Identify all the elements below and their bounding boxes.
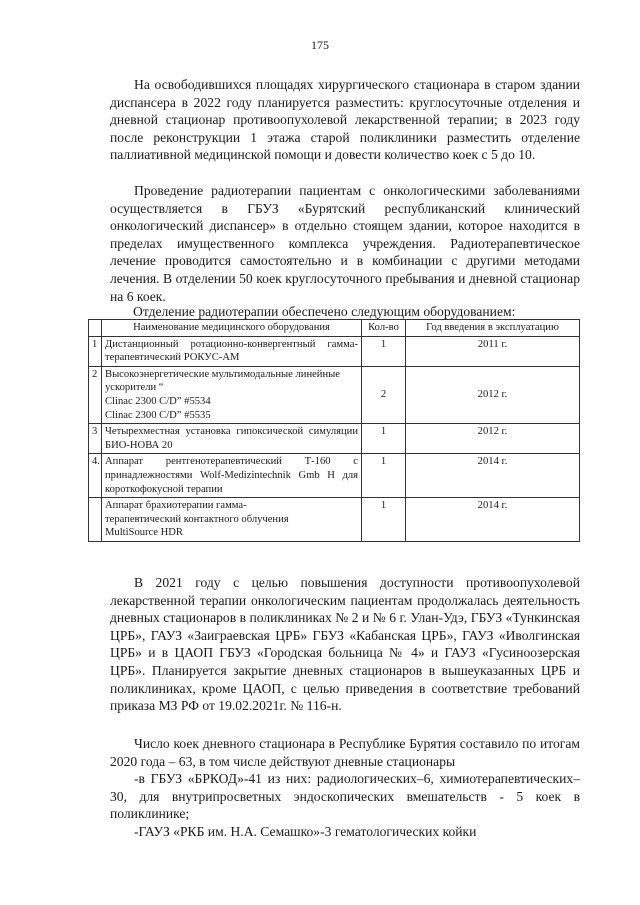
row-number: [89, 498, 102, 542]
equipment-year: 2014 г.: [406, 498, 580, 542]
header-number: [89, 320, 102, 337]
equipment-quantity: 1: [362, 498, 406, 542]
row-number: 1: [89, 336, 102, 366]
equipment-year: 2012 г.: [406, 366, 580, 423]
paragraph-day-hospitals: В 2021 году с целью повышения доступности противоопухолевой лекарственной терапии онкологическим пациентам продолжалась деятельность дневных стационаров в поликлиниках № 2 и № 6 г. Улан-Удэ, ГБУЗ «Тункинская ЦРБ», ГАУЗ «Заиграевская ЦРБ» ГБУЗ «Кабанская ЦРБ», ГАУЗ «Иволгинская ЦРБ» и в ЦАОП ГБУЗ «Городская больница № 4» и ГАУЗ «Гусиноозерская ЦРБ». Планируется закрытие дневных стационаров в вышеуказанных ЦРБ и поликлиниках, кроме ЦАОП, с целью приведения в соответствие требований приказа МЗ РФ от 19.02.2021г. № 116-н.: [110, 575, 580, 714]
equipment-quantity: 1: [362, 454, 406, 498]
equipment-year: 2011 г.: [406, 336, 580, 366]
list-item-rkb-semashko: -ГАУЗ «РКБ им. Н.А. Семашко»-3 гематологических койки: [134, 824, 477, 839]
equipment-year: 2014 г.: [406, 454, 580, 498]
table-row: [89, 454, 580, 498]
paragraph-radiotherapy: Проведение радиотерапии пациентам с онкологическими заболеваниями осуществляется в ГБУЗ «Бурятский республиканский клинический онкологический диспансер» в отдельно стоящем здании, которое находится в пределах имущественного комплекса учреждения. Радиотерапевтическое лечение проводится самостоятельно и в комбинации с другими методами лечения. В отделении 50 коек круглосуточного пребывания и дневной стационар на 6 коек.: [110, 183, 580, 304]
equipment-name: Высокоэнергетические мультимодальные линейные ускорители “ Clinac 2300 C/D” #5534 Clinac 2300 C/D” #5535: [102, 366, 362, 423]
equipment-quantity: 1: [362, 336, 406, 366]
table-row: [89, 424, 580, 454]
table-caption: Отделение радиотерапии обеспечено следующим оборудованием:: [133, 304, 516, 319]
equipment-quantity: 1: [362, 424, 406, 454]
table-row: [89, 498, 580, 542]
equipment-name: Дистанционный ротационно-конвергентный гамма-терапевтический РОКУС-АМ: [102, 336, 362, 366]
equipment-year: 2012 г.: [406, 424, 580, 454]
equipment-name: Четырехместная установка гипоксической симуляции БИО-НОВА 20: [102, 424, 362, 454]
row-number: 2: [89, 366, 102, 423]
paragraph-surgical-hospital: На освободившихся площадях хирургического стационара в старом здании диспансера в 2022 году планируется разместить: круглосуточные отделения и дневной стационар противоопухолевой лекарственной терапии; в 2023 году после реконструкции 1 этажа старой поликлиники разместить отделение паллиативной медицинской помощи и довести количество коек с 5 до 10.: [110, 77, 580, 163]
row-number: 4.: [89, 454, 102, 498]
page-number: 175: [311, 38, 329, 52]
equipment-name: Аппарат рентгенотерапевтический Т-160 с принадлежностями Wolf-Medizintechnik Gmb H для короткофокусной терапии: [102, 454, 362, 498]
header-quantity: Кол-во: [362, 320, 406, 337]
paragraph-day-beds: Число коек дневного стационара в Республике Бурятия составило по итогам 2020 года – 63, в том числе действуют дневные стационары: [110, 736, 580, 769]
list-item-brkod: -в ГБУЗ «БРКОД»-41 из них: радиологических–6, химиотерапевтических–30, для внутрипросветных эндоскопических вмешательств - 5 коек в поликлинике;: [110, 771, 580, 822]
table-row: [89, 336, 580, 366]
equipment-quantity: 2: [362, 366, 406, 423]
equipment-table: [88, 319, 580, 542]
header-commission-year: Год введения в эксплуатацию: [406, 320, 580, 337]
table-header-row: [89, 320, 580, 337]
table-row: [89, 366, 580, 423]
row-number: 3: [89, 424, 102, 454]
header-equipment-name: Наименование медицинского оборудования: [102, 320, 362, 337]
equipment-name: Аппарат брахиотерапии гамма- терапевтический контактного облучения MultiSource HDR: [102, 498, 362, 542]
